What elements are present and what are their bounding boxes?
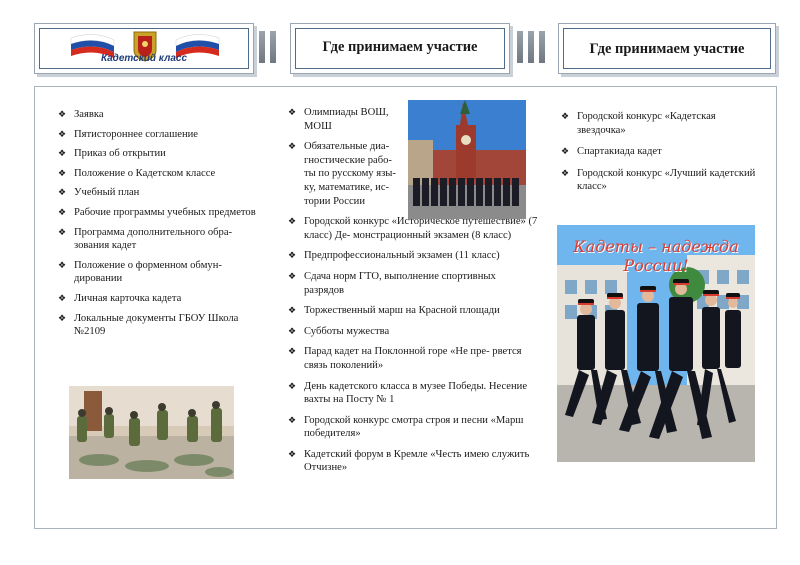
list-item <box>559 167 759 194</box>
list-item-text: Приказ об открытии <box>74 148 166 160</box>
list-item <box>56 206 256 220</box>
list-item-text: Локальные документы ГБОУ Школа №2109 <box>74 312 239 338</box>
separator-bar <box>539 31 545 63</box>
list-item <box>286 249 538 263</box>
dagger-bullet-icon: ❖ <box>561 146 570 157</box>
list-item <box>286 448 538 475</box>
dagger-bullet-icon: ❖ <box>288 448 297 459</box>
list-item <box>286 215 538 242</box>
documents-list <box>56 108 256 339</box>
dagger-bullet-icon: ❖ <box>58 187 67 198</box>
list-item <box>286 325 538 339</box>
dagger-bullet-icon: ❖ <box>58 312 67 323</box>
separator-bar <box>528 31 534 63</box>
dagger-bullet-icon: ❖ <box>561 111 570 121</box>
participation-list <box>286 106 538 475</box>
poster-slogan: Кадеты – надежда России! <box>573 237 739 275</box>
header-title: Где принимаем участие <box>322 39 478 55</box>
list-item <box>56 147 256 161</box>
list-item-text: Рабочие программы учебных предметов <box>74 206 256 218</box>
list-item-text: Обязательные диа- гностические рабо- ты по русскому язы- ку, математике, ис- тории России <box>304 141 396 207</box>
dagger-bullet-icon: ❖ <box>58 292 67 303</box>
dagger-bullet-icon: ❖ <box>58 128 67 139</box>
list-item <box>56 312 256 339</box>
list-item <box>559 110 759 137</box>
header-box-participation-2 <box>558 23 776 74</box>
dagger-bullet-icon: ❖ <box>288 346 297 357</box>
list-item-text: Олимпиады ВОШ, МОШ <box>304 107 389 132</box>
list-item-text: Городской конкурс смотра строя и песни «Марш победителя» <box>304 414 524 440</box>
dagger-bullet-icon: ❖ <box>288 216 297 227</box>
dagger-bullet-icon: ❖ <box>288 305 297 316</box>
list-item <box>56 226 256 253</box>
separator-bars-left <box>259 31 276 63</box>
dagger-bullet-icon: ❖ <box>58 226 67 237</box>
list-item <box>56 167 256 181</box>
dagger-bullet-icon: ❖ <box>288 270 297 281</box>
separator-bar <box>270 31 276 63</box>
header-box-participation-1 <box>290 23 510 74</box>
list-item-text: Учебный план <box>74 187 140 199</box>
dagger-bullet-icon: ❖ <box>58 167 67 178</box>
dagger-bullet-icon: ❖ <box>288 325 297 336</box>
dagger-bullet-icon: ❖ <box>288 250 297 261</box>
list-item <box>286 304 538 318</box>
list-item-text: Сдача норм ГТО, выполнение спортивных разрядов <box>304 270 496 296</box>
list-item <box>56 186 256 200</box>
list-item <box>56 128 256 142</box>
list-item-text: Торжественный марш на Красной площади <box>304 305 500 317</box>
cadets-training-photo <box>69 386 234 479</box>
list-item <box>286 345 538 372</box>
list-item-text: Программа дополнительного обра- зования кадет <box>74 226 233 252</box>
list-item <box>56 292 256 306</box>
list-item-text: Спартакиада кадет <box>577 146 662 158</box>
separator-bar <box>259 31 265 63</box>
dagger-bullet-icon: ❖ <box>561 167 570 178</box>
list-item-text: Заявка <box>74 109 104 120</box>
list-item <box>286 270 538 297</box>
header-title: Где принимаем участие <box>589 41 745 57</box>
dagger-bullet-icon: ❖ <box>288 107 297 117</box>
list-item <box>286 106 412 133</box>
list-item <box>286 380 538 407</box>
dagger-bullet-icon: ❖ <box>288 380 297 391</box>
dagger-bullet-icon: ❖ <box>58 206 67 217</box>
cadets-march-poster <box>557 225 755 462</box>
list-item-text: Субботы мужества <box>304 325 390 337</box>
dagger-bullet-icon: ❖ <box>58 148 67 159</box>
list-item-text: Городской конкурс «Историческое путешествие» (7 класс) Де- монстрационный экзамен (8 класс) <box>304 216 538 241</box>
list-item-text: Городской конкурс «Кадетская звездочка» <box>577 111 716 136</box>
list-item-text: День кадетского класса в музее Победы. Несение вахты на Посту № 1 <box>304 380 528 406</box>
dagger-bullet-icon: ❖ <box>58 109 67 119</box>
list-item <box>286 414 538 441</box>
list-item <box>56 259 256 286</box>
list-item-text: Положение о Кадетском классе <box>74 167 216 179</box>
list-item-text: Предпрофессиональный экзамен (11 класс) <box>304 250 500 262</box>
coat-of-arms-flags-logo <box>39 28 251 71</box>
dagger-bullet-icon: ❖ <box>58 259 67 270</box>
contests-list <box>559 110 759 194</box>
dagger-bullet-icon: ❖ <box>288 141 297 152</box>
list-item-text: Городской конкурс «Лучший кадетский класс» <box>577 167 756 193</box>
dagger-bullet-icon: ❖ <box>288 414 297 425</box>
list-item <box>56 108 256 122</box>
list-item-text: Парад кадет на Поклонной горе «Не пре- рвется связь поколений» <box>304 346 522 371</box>
separator-bar <box>517 31 523 63</box>
list-item-text: Кадетский форум в Кремле «Честь имею служить Отчизне» <box>304 448 530 474</box>
logo-header-box <box>34 23 254 74</box>
list-item <box>286 140 404 208</box>
list-item <box>559 145 759 159</box>
separator-bars-right <box>517 31 545 63</box>
logo-caption: Кадетский класс <box>100 53 188 64</box>
list-item-text: Личная карточка кадета <box>74 292 182 304</box>
list-item-text: Положение о форменном обмун- дировании <box>74 259 222 285</box>
list-item-text: Пятистороннее соглашение <box>74 128 198 140</box>
